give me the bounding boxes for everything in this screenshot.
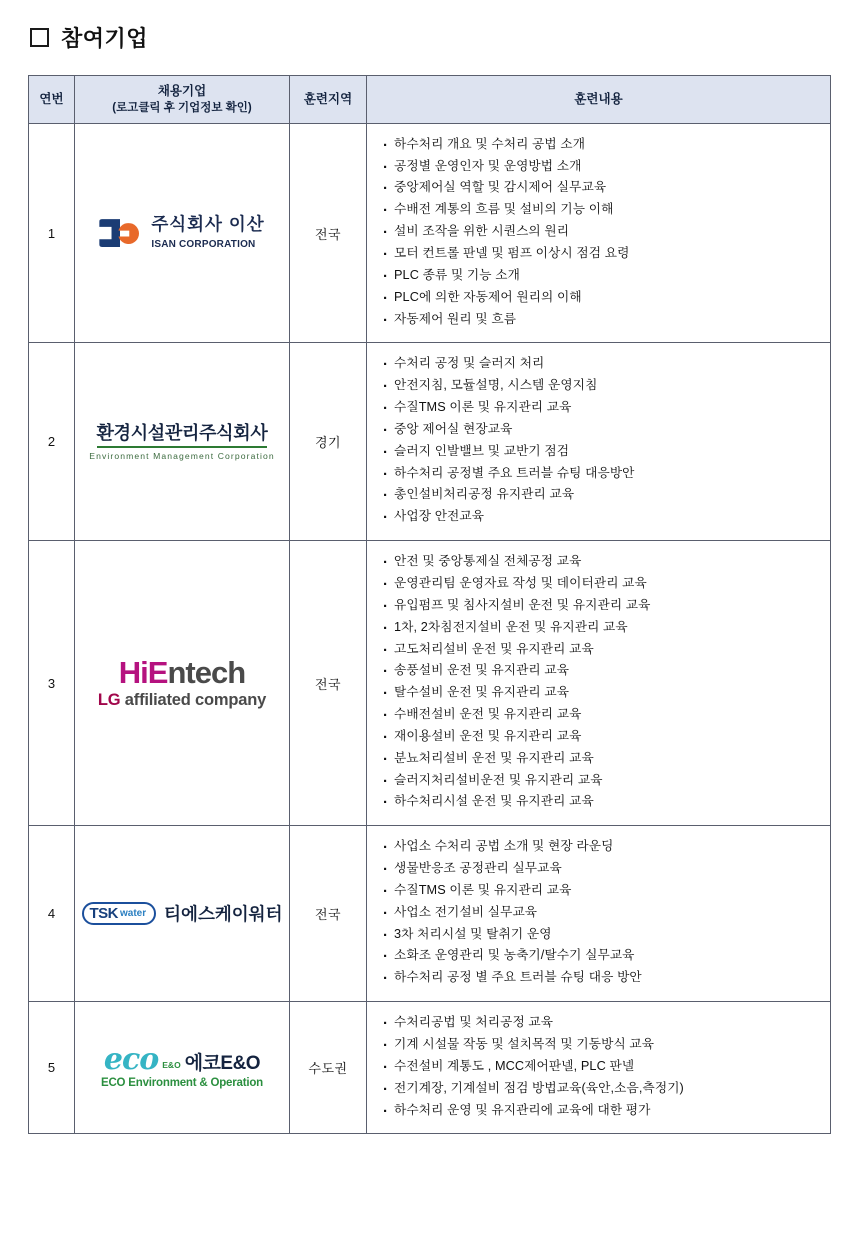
list-item: · 소화조 운영관리 및 농축기/탈수기 실무교육 xyxy=(381,945,820,967)
training-content-cell xyxy=(367,123,831,343)
lg-wordmark: LG xyxy=(97,691,121,710)
company-logo-cell[interactable] xyxy=(75,123,290,343)
list-item: · 슬러지처리설비운전 및 유지관리 교육 xyxy=(381,770,820,792)
list-item: · 생물반응조 공정관리 실무교육 xyxy=(381,858,820,880)
row-number: 3 xyxy=(29,541,75,826)
list-item: · 사업장 안전교육 xyxy=(381,506,820,528)
eno-wordmark: E&O xyxy=(162,1060,181,1071)
training-area: 전국 xyxy=(290,123,367,343)
list-item: · 수질TMS 이론 및 유지관리 교육 xyxy=(381,880,820,902)
page-title xyxy=(30,22,831,53)
list-item: · 수배전설비 운전 및 유지관리 교육 xyxy=(381,704,820,726)
training-content-list xyxy=(381,353,820,528)
company-logo-cell[interactable] xyxy=(75,826,290,1002)
list-item: · 수처리 공정 및 슬러지 처리 xyxy=(381,353,820,375)
checkbox-square-icon xyxy=(30,28,49,47)
participating-companies-table xyxy=(28,75,831,1134)
training-content-cell xyxy=(367,1002,831,1134)
company-logo-cell[interactable] xyxy=(75,1002,290,1134)
list-item: · 안전지침, 모듈설명, 시스템 운영지침 xyxy=(381,375,820,397)
list-item: · 수전설비 계통도 , MCC제어판넬, PLC 판넬 xyxy=(381,1056,820,1078)
company-name-en: ECO Environment & Operation xyxy=(100,1076,263,1089)
list-item: · 수처리공법 및 처리공정 교육 xyxy=(381,1012,820,1034)
training-area: 전국 xyxy=(290,541,367,826)
hientech-logo[interactable] xyxy=(81,654,283,710)
list-item: · 공정별 운영인자 및 운영방법 소개 xyxy=(381,156,820,178)
training-content-cell xyxy=(367,343,831,541)
row-number: 5 xyxy=(29,1002,75,1134)
list-item: · 안전 및 중앙통제실 전체공정 교육 xyxy=(381,551,820,573)
tsk-water-logo[interactable] xyxy=(81,891,283,937)
isan-mark-icon xyxy=(99,215,141,251)
list-item: · 하수처리 공정별 주요 트러블 슈팅 대응방안 xyxy=(381,463,820,485)
list-item: · 모터 컨트롤 판넬 및 펌프 이상시 점검 요령 xyxy=(381,243,820,265)
column-header-content: 훈련내용 xyxy=(367,76,831,124)
list-item: · 전기계장, 기계설비 점검 방법교육(육안,소음,측정기) xyxy=(381,1078,820,1100)
list-item: · 탈수설비 운전 및 유지관리 교육 xyxy=(381,682,820,704)
training-content-list xyxy=(381,134,820,331)
training-content-list xyxy=(381,836,820,989)
list-item: · 재이용설비 운전 및 유지관리 교육 xyxy=(381,726,820,748)
training-content-cell xyxy=(367,826,831,1002)
list-item: · 수질TMS 이론 및 유지관리 교육 xyxy=(381,397,820,419)
list-item: · 송풍설비 운전 및 유지관리 교육 xyxy=(381,660,820,682)
list-item: · 기계 시설물 작동 및 설치목적 및 기동방식 교육 xyxy=(381,1034,820,1056)
table-row xyxy=(29,1002,831,1134)
hientech-name-part1: HiE xyxy=(118,654,168,690)
company-name-kr: 티에스케이워터 xyxy=(164,904,283,925)
training-content-cell xyxy=(367,541,831,826)
affiliate-label: affiliated company xyxy=(120,691,267,710)
list-item: · 슬러지 인발밸브 및 교반기 점검 xyxy=(381,441,820,463)
column-header-area: 훈련지역 xyxy=(290,76,367,124)
training-area: 수도권 xyxy=(290,1002,367,1134)
isan-corporation-logo[interactable] xyxy=(81,210,283,256)
company-name-en: ISAN CORPORATION xyxy=(151,239,256,251)
eco-eno-logo[interactable] xyxy=(81,1042,283,1091)
list-item: · 수배전 계통의 흐름 및 설비의 기능 이해 xyxy=(381,199,820,221)
list-item: · PLC 종류 및 기능 소개 xyxy=(381,265,820,287)
table-row xyxy=(29,541,831,826)
table-row xyxy=(29,343,831,541)
column-header-company-main: 채용기업 xyxy=(157,84,207,98)
training-content-list xyxy=(381,551,820,813)
table-header-row xyxy=(29,76,831,124)
list-item: · 총인설비처리공정 유지관리 교육 xyxy=(381,484,820,506)
company-name-kr: 주식회사 이산 xyxy=(151,213,265,234)
table-row xyxy=(29,826,831,1002)
list-item: · 운영관리팀 운영자료 작성 및 데이터관리 교육 xyxy=(381,573,820,595)
list-item: · 설비 조작을 위한 시퀀스의 원리 xyxy=(381,221,820,243)
list-item: · 하수처리 공정 별 주요 트러블 슈팅 대응 방안 xyxy=(381,967,820,989)
list-item: · 하수처리 개요 및 수처리 공법 소개 xyxy=(381,134,820,156)
water-wordmark: water xyxy=(120,908,147,920)
hientech-name-part2: ntech xyxy=(167,654,246,690)
eco-script-wordmark: eco xyxy=(103,1042,159,1078)
column-header-no: 연번 xyxy=(29,76,75,124)
environment-management-corporation-logo[interactable] xyxy=(81,419,283,465)
company-name-en: Environment Management Corporation xyxy=(89,451,275,462)
list-item: · 사업소 전기설비 실무교육 xyxy=(381,902,820,924)
row-number: 1 xyxy=(29,123,75,343)
training-content-list xyxy=(381,1012,820,1121)
list-item: · 3차 처리시설 및 탈취기 운영 xyxy=(381,924,820,946)
list-item: · 분뇨처리설비 운전 및 유지관리 교육 xyxy=(381,748,820,770)
list-item: · 유입펌프 및 침사지설비 운전 및 유지관리 교육 xyxy=(381,595,820,617)
list-item: · 하수처리시설 운전 및 유지관리 교육 xyxy=(381,791,820,813)
list-item: · PLC에 의한 자동제어 원리의 이해 xyxy=(381,287,820,309)
list-item: · 중앙제어실 역할 및 감시제어 실무교육 xyxy=(381,177,820,199)
list-item: · 사업소 수처리 공법 소개 및 현장 라운딩 xyxy=(381,836,820,858)
tsk-wordmark: TSK xyxy=(89,905,119,923)
company-logo-cell[interactable] xyxy=(75,541,290,826)
tsk-badge-icon xyxy=(82,902,157,925)
list-item: · 중앙 제어실 현장교육 xyxy=(381,419,820,441)
training-area: 전국 xyxy=(290,826,367,1002)
company-logo-cell[interactable] xyxy=(75,343,290,541)
list-item: · 고도처리설비 운전 및 유지관리 교육 xyxy=(381,639,820,661)
column-header-company-sub: (로고클릭 후 기업정보 확인) xyxy=(112,102,252,115)
company-name-kr: 환경시설관리주식회사 xyxy=(97,422,268,449)
row-number: 4 xyxy=(29,826,75,1002)
training-area: 경기 xyxy=(290,343,367,541)
list-item: · 1차, 2차침전지설비 운전 및 유지관리 교육 xyxy=(381,617,820,639)
list-item: · 자동제어 원리 및 흐름 xyxy=(381,309,820,331)
company-name-kr: 에코E&O xyxy=(184,1052,261,1074)
list-item: · 하수처리 운영 및 유지관리에 교육에 대한 평가 xyxy=(381,1100,820,1122)
row-number: 2 xyxy=(29,343,75,541)
column-header-company xyxy=(75,76,290,124)
page-title-text: 참여기업 xyxy=(61,26,149,51)
table-row xyxy=(29,123,831,343)
